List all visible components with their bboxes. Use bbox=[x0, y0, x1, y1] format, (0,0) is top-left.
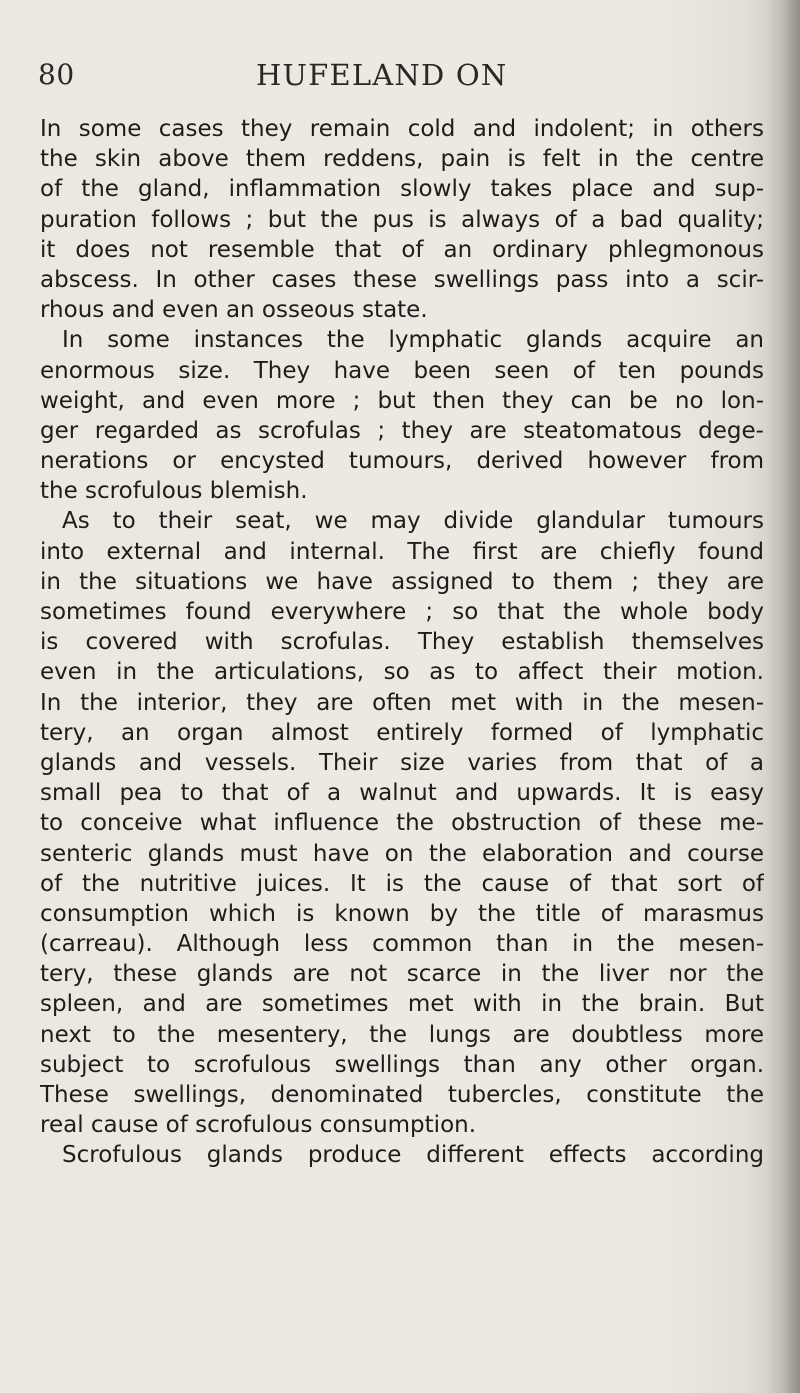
text-line: rhous and even an osseous state. bbox=[40, 297, 428, 324]
text-line: Scrofulous glands produce different effects according bbox=[62, 1142, 764, 1169]
text-line: tery, these glands are not scarce in the liver nor the bbox=[40, 961, 764, 988]
text-line-italic-term: (carreau). Although less common than in the mesen- bbox=[40, 931, 764, 958]
text-line: sometimes found everywhere ; so that the whole body bbox=[40, 599, 764, 625]
page-header bbox=[0, 58, 800, 100]
text-line: These swellings, denominated tubercles, constitute the bbox=[40, 1082, 764, 1108]
text-line: the scrofulous blemish. bbox=[40, 478, 308, 505]
text-line: to conceive what influence the obstruction of these me- bbox=[40, 810, 764, 837]
text-line: the skin above them reddens, pain is felt in the centre bbox=[40, 146, 764, 173]
text-line: In some cases they remain cold and indolent; in others bbox=[40, 116, 764, 142]
page-edge-shadow bbox=[766, 0, 800, 1393]
body-text bbox=[40, 114, 764, 1171]
text-line: weight, and even more ; but then they can be no lon- bbox=[40, 387, 764, 414]
text-line: spleen, and are sometimes met with in the brain. But bbox=[40, 991, 764, 1018]
text-line: senteric glands must have on the elaboration and course bbox=[40, 840, 764, 867]
page-number: 80 bbox=[38, 58, 75, 91]
text-line: next to the mesentery, the lungs are doubtless more bbox=[40, 1021, 764, 1048]
text-line: As to their seat, we may divide glandular tumours bbox=[62, 508, 764, 535]
text-line: consumption which is known by the title of marasmus bbox=[40, 900, 764, 927]
text-line: tery, an organ almost entirely formed of lymphatic bbox=[40, 719, 764, 746]
text-line: small pea to that of a walnut and upwards. It is easy bbox=[40, 780, 764, 807]
text-line: ger regarded as scrofulas ; they are steatomatous dege- bbox=[40, 417, 764, 444]
text-line: in the situations we have assigned to them ; they are bbox=[40, 568, 764, 595]
text-line: of the nutritive juices. It is the cause of that sort of bbox=[40, 870, 764, 897]
text-line: nerations or encysted tumours, derived however from bbox=[40, 448, 764, 475]
text-line: is covered with scrofulas. They establish themselves bbox=[40, 629, 764, 656]
text-line: In the interior, they are often met with in the mesen- bbox=[40, 689, 764, 716]
text-line: In some instances the lymphatic glands acquire an bbox=[62, 327, 764, 354]
text-line: of the gland, inflammation slowly takes place and sup- bbox=[40, 176, 764, 203]
text-line: abscess. In other cases these swellings pass into a scir- bbox=[40, 266, 764, 293]
text-line: it does not resemble that of an ordinary phlegmonous bbox=[40, 236, 764, 263]
text-line: into external and internal. The first are chiefly found bbox=[40, 538, 764, 565]
text-line: glands and vessels. Their size varies from that of a bbox=[40, 749, 764, 776]
text-line: real cause of scrofulous consumption. bbox=[40, 1112, 477, 1139]
text-line: enormous size. They have been seen of ten pounds bbox=[40, 357, 764, 384]
running-head: HUFELAND ON bbox=[256, 58, 508, 92]
text-line: puration follows ; but the pus is always of a bad quality; bbox=[40, 206, 764, 233]
text-line: subject to scrofulous swellings than any other organ. bbox=[40, 1051, 764, 1078]
text-line: even in the articulations, so as to affect their motion. bbox=[40, 659, 764, 686]
